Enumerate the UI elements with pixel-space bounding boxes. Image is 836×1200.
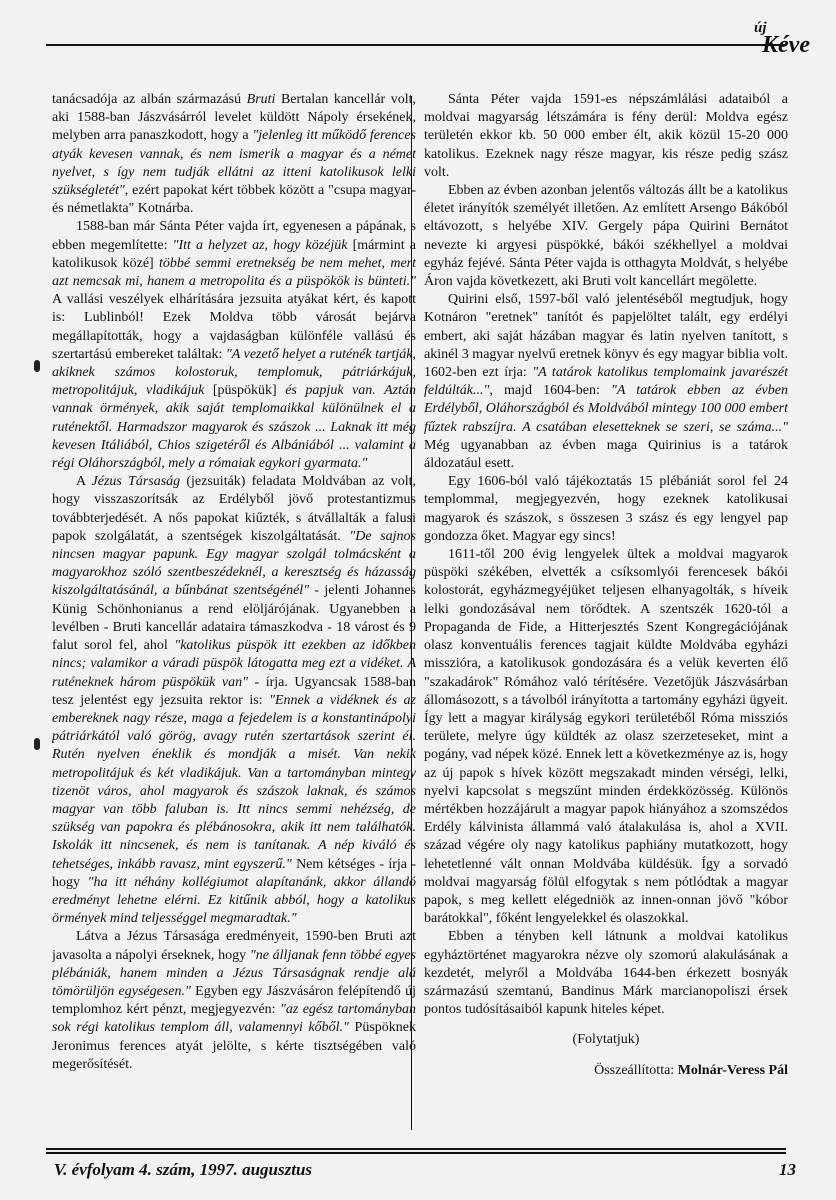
header-rule bbox=[46, 44, 786, 46]
text-run: [püspökük] bbox=[204, 383, 286, 399]
quote-text: többé semmi eretnekség be nem mehet, mert azt nemcsak mi, hanem a metropolita és a püspökök is bünteti." bbox=[52, 255, 416, 290]
paragraph: Egy 1606-ból való tájékoztatás 15 plébániát sorol fel 24 templommal, megjegyezvén, hogy ezeknek katolikusai magyarok és szászok, s összesen 3 szász és egy lengyel pap gondozza őket. Magyar egy sincs! bbox=[424, 474, 788, 544]
punch-hole-mark bbox=[34, 360, 40, 372]
text-run: Egyben egy Jászvásáron felépítendő új templomhoz kért pénzt, megjegyezvén: bbox=[52, 983, 416, 1018]
paragraph bbox=[52, 928, 416, 1074]
to-be-continued: (Folytatjuk) bbox=[572, 1032, 640, 1048]
text-run: Látva a Jézus Társasága eredményeit, 1590-ben Bruti azt javasolta a nápolyi érseknek, hogy bbox=[52, 929, 416, 963]
quote-text: "De sajnos nincsen magyar papunk. Egy magyar szolgál tolmácsként a magyarokhoz szóló szentbeszédeknél, a keresztség és házasság kiszolgáltatásánál, a bűnbánat szentségénél" bbox=[52, 528, 416, 599]
paragraph bbox=[52, 473, 416, 928]
text-run: 1588-ban már Sánta Péter vajda írt, egyenesen a pápának, s ebben megemlítette: bbox=[52, 219, 416, 253]
quote-text: Jézus Társaság bbox=[91, 474, 181, 490]
author-credit bbox=[424, 1062, 788, 1080]
quote-text: és papjuk van. Aztán vannak örmények, akik saját templomaikkal különülnek el a ruténektől. Harmadszor magyarok és szászok ... Laknak itt még kevesen Itáliából, Chios szigetéről és Albániából ... valamint a régi Oláhországból, mely a rómaiak egykori gyarmata." bbox=[52, 383, 416, 472]
text-run: [mármint a katolikusok közé] bbox=[52, 237, 416, 271]
page-number: 13 bbox=[779, 1160, 796, 1179]
text-run: (jezsuiták) feladata Moldvában az volt, hogy visszaszorítsák az Erdélyből jövő protestantizmus továbbterjedését. A nős papokat kiűzték, s átvállalták a falusi papok szolgálatát, a szentségek kiszolgáltatását. bbox=[52, 474, 416, 544]
quote-text: "ne álljanak fenn többé egyes plébániák, hanem minden a Jézus Társaságnak rendje alá tömörüljön egységesen." bbox=[52, 947, 416, 999]
quote-text: "A tatárok ebben az évben Erdélyből, Oláhországból és Moldvából mintegy 100 000 embert fűztek rabszíjra. A csatában elesetteknek se szeri, se száma..." bbox=[424, 383, 788, 435]
quote-text: Bruti bbox=[246, 92, 276, 107]
author-name: Molnár-Veress Pál bbox=[677, 1062, 788, 1078]
paragraph: Ebben a tényben kell látnunk a moldvai katolikus egyháztörténet magyarokra nézve oly szomorú alakulásának a kezdetét, melyről a Moldvába 1644-ben érkezett bosnyák származású szemtanú, Bandinus Márk marcianopoliszi érsek pontos tudósításaiból kapunk hiteles képet. bbox=[424, 929, 788, 1018]
paragraph: Sánta Péter vajda 1591-es népszámlálási adataiból a moldvai magyarság létszámára is fény derül: Moldva egész területén ekkor kb. 50 000 ember élt, akik közül 15-20 000 katolikus. Ezeknek nagy része magyar, kis része pedig szász volt. bbox=[424, 92, 788, 180]
logo-uj: új bbox=[754, 20, 767, 36]
column-separator bbox=[411, 96, 412, 1130]
right-column bbox=[424, 91, 788, 1135]
text-run: Nem kétséges - írja - hogy bbox=[52, 856, 416, 890]
paragraph: Ebben az évben azonban jelentős változás állt be a katolikus életet irányítók személyét illetően. Az említett Arsengo Bákóból eltávozott, s helyébe XIV. Gergely pápa Quirini Bernátot nevezte ki argyesi püspökké, bákói székhellyel a moldvai egyház fejévé. Sánta Péter vajda is otthagyta Moldvát, s helyébe Áron vajda következett, aki Bruti volt kancellárt megölette. bbox=[424, 183, 788, 290]
text-run: A bbox=[76, 474, 92, 490]
text-run: , ezért papokat kért többek között a "csupa magyar- és németlakta" Kotnárba. bbox=[52, 183, 416, 217]
quote-text: "ha itt néhány kollégiumot alapítanánk, akkor állandó eredményt lehetne elérni. Ez kitűnik abból, hogy a katolikus örmények mind teljességgel megmaradtak." bbox=[52, 874, 416, 927]
compiled-label: Összeállította: bbox=[594, 1062, 678, 1078]
text-run: Bertalan kancellár volt, aki 1588-ban Jászvásárról levelet küldött Nápoly érsekének, melyben arra panaszkodott, hogy a bbox=[52, 92, 416, 144]
paragraph: 1611-től 200 évig lengyelek ültek a moldvai magyarok püspöki székében, elvették a csíksomlyói ferencesek bákói kolostorát, egyházmegyéjüket teljesen elhanyagolták, s híveik lelki gondozásával nem törődtek. A szentszék 1620-tól a Propaganda de Fide, a Hitterjesztés Szent Kongregációjának olasz konventuális ferences tagjait küldte Moldvába egyházi misszióra, a katolikusok gondozására és a velük keverten élő "szakadárok" Rómához való térítésére. Vezetőjük Jászvásárban állomásozott, s a távolból irányította a tartomány egyházi ügyeit. Így lett a magyar királyság egykori területéből Róma missziós területe, melyre úgy küldték az olasz szerzeteseket, mint a pogány, vad népek közé. Ennek lett a következménye az is, hogy az új papok s hívek között megszakadt minden vérségi, lelki, nyelvi kapcsolat s megszűnt minden érdekközösség. Különös mértékben hozzájárult a magyar papok hiányához a szomszédos Erdély kálvinista állammá való átalakulása is, ahol a XVII. század végére oly nagy katolikus paphiány mutatkozott, hogy lehetetlenné vált onnan Moldvába küldésük. Így a sorvadó moldvai magyarság fölül elfogytak s nem pótlódtak a magyar papok, s meg kellett elégedniök az innen-onnan jövő "kóbor barátokkal", főként lengyelekkel és olaszokkal. bbox=[424, 547, 788, 927]
text-run: Püspöknek Jeronimus ferences atyát jelölte, s kérte tisztségében való megerősítését. bbox=[52, 1020, 416, 1072]
text-run: - írja. Ugyancsak 1588-ban tesz jelentést egy jezsuita rektor is: bbox=[52, 674, 416, 708]
logo-keve: Kéve bbox=[762, 32, 810, 58]
text-run: tanácsadója az albán származású bbox=[52, 92, 247, 107]
text-run: Még ugyanabban az évben maga Quirinius is a tatárok áldozatául esett. bbox=[424, 437, 788, 472]
text-run: - jelenti Johannes Künig Schönhonianus a rend elöljárójának. Ugyanebben a levélben - Bruti kancellár adataira támaszkodva - 18 várost és 9 falut sorol fel, ahol bbox=[52, 583, 416, 654]
quote-text: "A vezető helyet a ruténék tartják, akiknek számos kolostoruk, templomuk, pátriárkájuk, metropolitájuk, vladikájuk bbox=[52, 346, 416, 399]
left-column bbox=[52, 91, 416, 1135]
footer-rule bbox=[46, 1152, 786, 1154]
paragraph bbox=[424, 291, 788, 473]
text-run: Quirini első, 1597-ből való jelentéséből megtudjuk, hogy Kotnáron "eretnek" tanítót és papjelöltet talált, egy erdélyi embert, aki saját házában magyar és latin nyelven tanított, s akinél 3 magyar nyelvű eretnek könyv és egy magyar biblia volt. 1602-ben ezt írja: bbox=[424, 292, 788, 381]
quote-text: "az egész tartományban sok régi katolikus templom áll, valamennyi kőből." bbox=[52, 1002, 416, 1036]
paragraph bbox=[52, 91, 416, 218]
quote-text: "jelenleg itt működő ferences atyák kevesen vannak, és nem ismerik a magyar és a német nyelvet, s így nem tudják ellátni az itteni katolikusok lelki szükségletét" bbox=[52, 128, 416, 199]
paragraph bbox=[52, 218, 416, 473]
quote-text: "katolikus püspök itt ezekben az időkben nincs; valamikor a váradi püspök látogatta meg ezt a vidéket. A ruténeknek három püspökük van" bbox=[52, 638, 416, 690]
quote-text: "A tatárok katolikus templomaink javarészét feldúlták..." bbox=[424, 365, 788, 399]
magazine-logo bbox=[752, 20, 832, 60]
text-run: , majd 1604-ben: bbox=[489, 383, 611, 399]
punch-hole-mark bbox=[34, 738, 40, 750]
issue-info: V. évfolyam 4. szám, 1997. augusztus bbox=[54, 1160, 313, 1179]
text-run: A vallási veszélyek elhárítására jezsuita atyákat kért, és kapott is: Lublinból! Ezek Moldva több városát bejárva megállapították, hogy a vajdaságban különféle vallású és szertartású embereket találtak: bbox=[52, 292, 416, 362]
footer-rule bbox=[46, 1148, 786, 1150]
quote-text: "Itt a helyzet az, hogy közéjük bbox=[172, 237, 348, 253]
quote-text: "Ennek a vidéknek és az embereknek nagy része, maga a fejedelem is a konstantinápolyi pátriárkától való görög, avagy rutén szertartások szerint él. Rutén nyelven éneklik és mondják a misét. Van nekik metropolitájuk és két vladikájuk. Van a tartományban mintegy tizenöt város, ahol magyarok és szászok laknak, és számos magyar van több faluban is. Itt nincs semmi nehézség, de szükség van papokra és plébánosokra, akik itt nem találhatók. Iskolák itt nincsenek, és nem is tanítanak. A nép kiváló és tehetséges, inkább ravasz, mint egyszerű." bbox=[52, 692, 416, 872]
